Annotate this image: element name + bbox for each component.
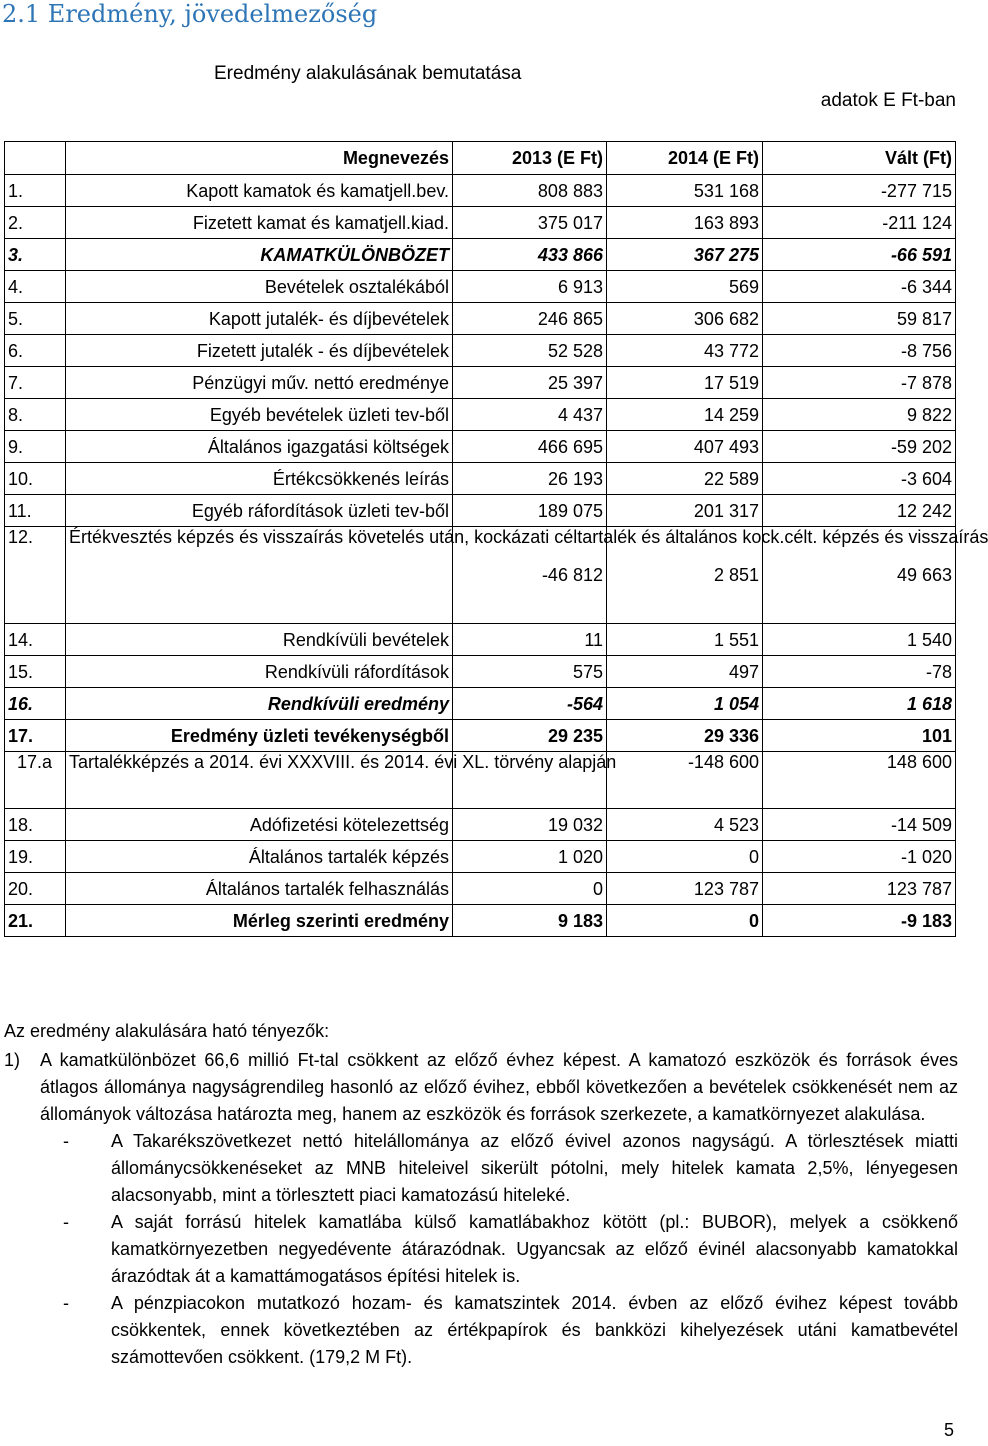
row-name: Kapott kamatok és kamatjell.bev. <box>66 175 453 207</box>
row-change: 9 822 <box>763 399 956 431</box>
row-change: -277 715 <box>763 175 956 207</box>
bullet-text: A saját forrású hitelek kamatlába külső kamatlábakhoz kötött (pl.: BUBOR), melyek a csökkenő kamatkörnyezetben negyedévente átárazódnak. Ugyancsak az előző évinél alacsonyabb kamatokkal árazódtak át a kamattámogatásos építési hitelek is. <box>111 1212 958 1286</box>
row-change: 59 817 <box>763 303 956 335</box>
row-2013: 375 017 <box>453 207 607 239</box>
units-note: adatok E Ft-ban <box>820 90 956 111</box>
row-no: 1. <box>5 175 66 207</box>
row-2014: 0 <box>607 905 763 937</box>
row-change: -14 509 <box>763 809 956 841</box>
row-change: 49 663 <box>763 527 956 624</box>
income-table <box>4 141 988 937</box>
header-no <box>5 142 66 175</box>
row-2013: 11 <box>453 624 607 656</box>
row-no: 19. <box>5 841 66 873</box>
row-2014: 163 893 <box>607 207 763 239</box>
table-row <box>5 431 956 463</box>
row-change: -9 183 <box>763 905 956 937</box>
header-2014: 2014 (E Ft) <box>607 142 763 175</box>
table-subtitle: Eredmény alakulásának bemutatása <box>214 63 522 84</box>
row-no: 20. <box>5 873 66 905</box>
row-no: 18. <box>5 809 66 841</box>
row-change: 148 600 <box>763 752 956 809</box>
row-no: 7. <box>5 367 66 399</box>
row-2014: 0 <box>607 841 763 873</box>
row-no: 6. <box>5 335 66 367</box>
row-2014: 17 519 <box>607 367 763 399</box>
table-row <box>5 399 956 431</box>
row-name: Pénzügyi műv. nettó eredménye <box>66 367 453 399</box>
row-no: 14. <box>5 624 66 656</box>
row-2014: 306 682 <box>607 303 763 335</box>
row-2013: 575 <box>453 656 607 688</box>
row-no: 16. <box>5 688 66 720</box>
row-change: -1 020 <box>763 841 956 873</box>
row-2013: 29 235 <box>453 720 607 752</box>
row-name: Általános tartalék felhasználás <box>66 873 453 905</box>
page-number: 5 <box>943 1420 954 1440</box>
row-2014: 1 551 <box>607 624 763 656</box>
row-2013: 52 528 <box>453 335 607 367</box>
bullet-text: A Takarékszövetkezet nettó hitelállománya az előző évivel azonos nagyságú. A törlesztések miatti állománycsökkenéseket az MNB hiteleivel sikerült pótolni, mely hitelek kamata 2,5%, lényegesen alacsonyabb, mint a törlesztett piaci kamatozású hiteleké. <box>111 1131 958 1205</box>
row-name: Rendkívüli bevételek <box>66 624 453 656</box>
row-no: 3. <box>5 239 66 271</box>
row-2013: -564 <box>453 688 607 720</box>
row-2013: 19 032 <box>453 809 607 841</box>
row-change: 1 618 <box>763 688 956 720</box>
row-2014: 29 336 <box>607 720 763 752</box>
row-no: 12. <box>5 527 66 624</box>
row-2014: 569 <box>607 271 763 303</box>
factors-intro: Az eredmény alakulására ható tényezők: <box>4 1021 330 1041</box>
row-2014: 14 259 <box>607 399 763 431</box>
row-2014: 1 054 <box>607 688 763 720</box>
table-header-row <box>5 142 956 175</box>
row-change: 101 <box>763 720 956 752</box>
row-no: 17. <box>5 720 66 752</box>
row-no: 4. <box>5 271 66 303</box>
row-no: 8. <box>5 399 66 431</box>
table-row <box>5 367 956 399</box>
table-row <box>5 527 956 624</box>
header-2013: 2013 (E Ft) <box>453 142 607 175</box>
row-change: -8 756 <box>763 335 956 367</box>
table-row <box>5 720 956 752</box>
row-name: Általános tartalék képzés <box>66 841 453 873</box>
row-2013: 9 183 <box>453 905 607 937</box>
row-name: Értékvesztés képzés és visszaírás követelés után, kockázati céltartalék és általános kock.célt. képzés és visszaírás <box>66 527 453 624</box>
row-no: 2. <box>5 207 66 239</box>
table-row <box>5 175 956 207</box>
row-2013: 0 <box>453 873 607 905</box>
row-2014: 201 317 <box>607 495 763 527</box>
row-2014: 531 168 <box>607 175 763 207</box>
factor-bullet <box>63 1290 958 1371</box>
factor-point-1 <box>4 1047 958 1128</box>
row-2013: 466 695 <box>453 431 607 463</box>
row-no: 17.a <box>5 752 66 809</box>
table-row <box>5 335 956 367</box>
table-row <box>5 303 956 335</box>
section-heading: 2.1 Eredmény, jövedelmezőség <box>2 0 378 28</box>
table-row <box>5 624 956 656</box>
row-change: 1 540 <box>763 624 956 656</box>
row-2013: 246 865 <box>453 303 607 335</box>
bullet-text: A pénzpiacokon mutatkozó hozam- és kamatszintek 2014. évben az előző évihez képest tovább csökkentek, ennek következtében az értékpapírok és bankközi kihelyezések utáni kamatbevétel számottevően csökkent. (179,2 M Ft). <box>111 1293 958 1367</box>
row-name: Adófizetési kötelezettség <box>66 809 453 841</box>
row-name: KAMATKÜLÖNBÖZET <box>66 239 453 271</box>
row-name: Bevételek osztalékából <box>66 271 453 303</box>
row-name: Fizetett jutalék - és díjbevételek <box>66 335 453 367</box>
row-name: Egyéb bevételek üzleti tev-ből <box>66 399 453 431</box>
row-2014: 367 275 <box>607 239 763 271</box>
table-row <box>5 463 956 495</box>
row-change: -78 <box>763 656 956 688</box>
row-no: 15. <box>5 656 66 688</box>
point-text: A kamatkülönbözet 66,6 millió Ft-tal csökkent az előző évhez képest. A kamatozó eszközök és források éves átlagos állománya nagyságrendileg hasonló az előző évihez, ebből következően a bevételek csökkenését nem az állományok változása határozta meg, hanem az eszközök és források szerkezete, a kamatkörnyezet alakulása. <box>40 1050 958 1124</box>
row-2014: 4 523 <box>607 809 763 841</box>
row-change: -211 124 <box>763 207 956 239</box>
row-2014: -148 600 <box>607 752 763 809</box>
row-2013: 1 020 <box>453 841 607 873</box>
table-row <box>5 688 956 720</box>
row-2013: 26 193 <box>453 463 607 495</box>
row-2014: 123 787 <box>607 873 763 905</box>
row-name: Tartalékképzés a 2014. évi XXXVIII. és 2014. évi XL. törvény alapján <box>66 752 453 809</box>
dash-marker: - <box>63 1212 69 1232</box>
row-no: 10. <box>5 463 66 495</box>
row-change: -66 591 <box>763 239 956 271</box>
row-name: Kapott jutalék- és díjbevételek <box>66 303 453 335</box>
row-change: -3 604 <box>763 463 956 495</box>
table-row <box>5 809 956 841</box>
row-no: 9. <box>5 431 66 463</box>
row-name: Rendkívüli ráfordítások <box>66 656 453 688</box>
row-no: 21. <box>5 905 66 937</box>
row-2014: 22 589 <box>607 463 763 495</box>
factor-bullet <box>63 1128 958 1209</box>
table-row <box>5 207 956 239</box>
table-row <box>5 495 956 527</box>
table-row <box>5 656 956 688</box>
table-row <box>5 873 956 905</box>
row-name: Értékcsökkenés leírás <box>66 463 453 495</box>
row-change: 12 242 <box>763 495 956 527</box>
row-2014: 497 <box>607 656 763 688</box>
row-change: -59 202 <box>763 431 956 463</box>
table-row <box>5 841 956 873</box>
row-2013: -46 812 <box>453 527 607 624</box>
point-label: 1) <box>4 1050 21 1070</box>
row-name: Fizetett kamat és kamatjell.kiad. <box>66 207 453 239</box>
table-row <box>5 905 956 937</box>
row-no: 11. <box>5 495 66 527</box>
row-2014: 2 851 <box>607 527 763 624</box>
dash-marker: - <box>63 1131 69 1151</box>
row-change: 123 787 <box>763 873 956 905</box>
dash-marker: - <box>63 1293 69 1313</box>
row-name: Mérleg szerinti eredmény <box>66 905 453 937</box>
table-row <box>5 271 956 303</box>
row-change: -7 878 <box>763 367 956 399</box>
row-2014: 43 772 <box>607 335 763 367</box>
header-name: Megnevezés <box>66 142 453 175</box>
factor-bullet <box>63 1209 958 1290</box>
table-row <box>5 752 956 809</box>
row-2013: 189 075 <box>453 495 607 527</box>
row-change: -6 344 <box>763 271 956 303</box>
row-2013: 433 866 <box>453 239 607 271</box>
table-row <box>5 239 956 271</box>
row-2013: 6 913 <box>453 271 607 303</box>
row-2014: 407 493 <box>607 431 763 463</box>
row-name: Általános igazgatási költségek <box>66 431 453 463</box>
row-no: 5. <box>5 303 66 335</box>
row-name: Eredmény üzleti tevékenységből <box>66 720 453 752</box>
row-name: Egyéb ráfordítások üzleti tev-ből <box>66 495 453 527</box>
header-change: Vált (Ft) <box>763 142 956 175</box>
factors-section <box>4 1018 958 1371</box>
row-2013: 808 883 <box>453 175 607 207</box>
row-name: Rendkívüli eredmény <box>66 688 453 720</box>
row-2013: 4 437 <box>453 399 607 431</box>
row-2013: 25 397 <box>453 367 607 399</box>
